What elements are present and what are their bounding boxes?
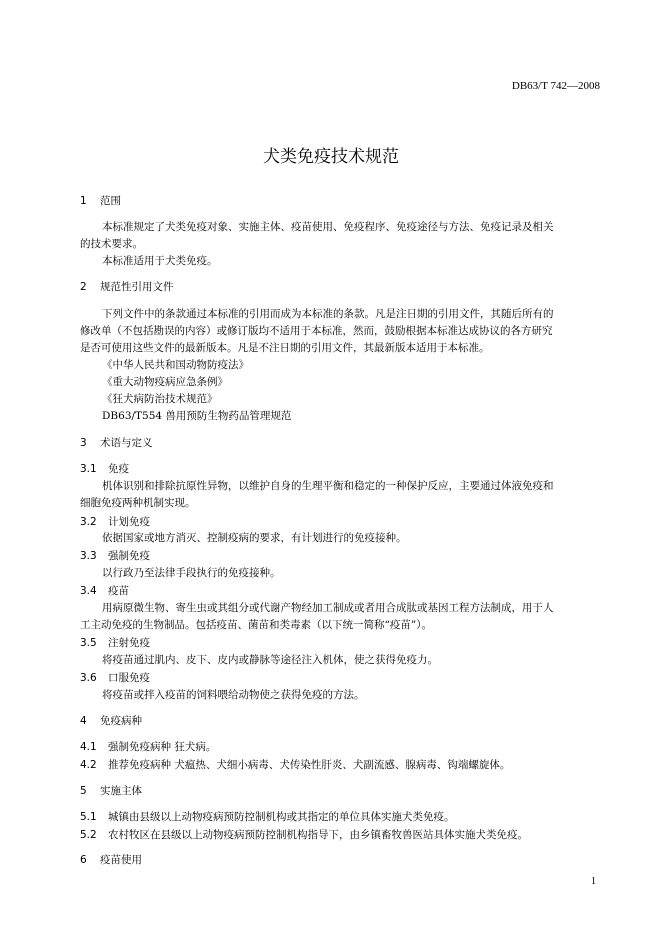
term-number: 3.1 [80,463,97,475]
section-title: 实施主体 [100,785,142,797]
paragraph: 修改单（不包括勘误的内容）或修订版均不适用于本标准，然而，鼓励根据本标准达成协议的各方研究 [80,325,553,337]
term-definition: 机体识别和排除抗原性异物，以维护自身的生理平衡和稳定的一种保护反应，主要通过体液免疫和 [102,480,554,492]
paragraph: 本标准适用于犬类免疫。 [102,255,218,267]
clause-text: 农村牧区在县级以上动物疫病预防控制机构指导下，由乡镇畜牧兽医站具体实施犬类免疫。 [108,829,528,841]
term-definition: 依据国家或地方消灭、控制疫病的要求，有计划进行的免疫接种。 [102,532,407,544]
term-heading [80,515,150,529]
clause-number: 4.2 [80,759,97,771]
section-number: 6 [80,854,87,866]
term-number: 3.4 [80,585,97,597]
clause-text: 推荐免疫病种 犬瘟热、犬细小病毒、犬传染性肝炎、犬副流感、腺病毒、钩端螺旋体。 [108,759,511,771]
clause-item [80,740,216,754]
section-number: 5 [80,785,87,797]
term-definition: 以行政乃至法律手段执行的免疫接种。 [102,567,281,579]
section-number: 3 [80,437,87,449]
term-title: 疫苗 [108,585,129,597]
section-title: 免疫病种 [100,715,142,727]
term-heading [80,636,150,650]
term-definition: 将疫苗通过肌内、皮下、皮内或静脉等途径注入机体，使之获得免疫力。 [102,654,438,666]
term-number: 3.2 [80,516,97,528]
term-number: 3.6 [80,672,97,684]
section-number: 2 [80,281,87,293]
section-4-heading [80,714,142,728]
page-number: 1 [591,876,596,887]
reference-item: 《重大动物疫病应急条例》 [102,376,228,388]
term-title: 免疫 [108,463,129,475]
reference-item: DB63/T554 兽用预防生物药品管理规范 [102,410,292,422]
section-title: 疫苗使用 [100,854,142,866]
term-title: 强制免疫 [108,550,150,562]
clause-item [80,758,510,772]
term-definition: 工主动免疫的生物制品。包括疫苗、菌苗和类毒素（以下统一简称“疫苗”）。 [80,619,432,631]
section-2-heading [80,280,174,294]
clause-number: 5.1 [80,811,97,823]
term-heading [80,584,129,598]
term-definition: 将疫苗或拌入疫苗的饲料喂给动物使之获得免疫的方法。 [102,689,365,701]
term-title: 口服免疫 [108,672,150,684]
section-title: 规范性引用文件 [100,281,174,293]
term-heading [80,671,150,685]
section-6-heading [80,853,142,867]
section-title: 术语与定义 [100,437,153,449]
clause-text: 城镇由县级以上动物疫病预防控制机构或其指定的单位具体实施犬类免疫。 [108,811,455,823]
term-definition: 细胞免疫两种机制实现。 [80,497,196,509]
clause-item [80,828,528,842]
section-5-heading [80,784,142,798]
term-heading [80,462,129,476]
term-number: 3.5 [80,637,97,649]
section-number: 4 [80,715,87,727]
term-title: 计划免疫 [108,516,150,528]
document-title: 犬类免疫技术规范 [263,147,399,167]
term-number: 3.3 [80,550,97,562]
clause-number: 4.1 [80,741,97,753]
section-number: 1 [80,195,87,207]
term-definition: 用病原微生物、寄生虫或其组分或代谢产物经加工制成或者用合成肽或基因工程方法制成，用于人 [102,602,554,614]
section-3-heading [80,436,153,450]
paragraph: 下列文件中的条款通过本标准的引用而成为本标准的条款。凡是注日期的引用文件，其随后所有的 [102,308,554,320]
section-title: 范围 [100,195,121,207]
standard-code: DB63/T 742—2008 [511,80,600,92]
paragraph: 是否可使用这些文件的最新版本。凡是不注日期的引用文件，其最新版本适用于本标准。 [80,342,490,354]
term-title: 注射免疫 [108,637,150,649]
section-1-heading [80,194,121,208]
reference-item: 《狂犬病防治技术规范》 [102,393,218,405]
clause-number: 5.2 [80,829,97,841]
paragraph: 的技术要求。 [80,238,143,250]
clause-text: 强制免疫病种 狂犬病。 [108,741,217,753]
term-heading [80,549,150,563]
clause-item [80,810,455,824]
paragraph: 本标准规定了犬类免疫对象、实施主体、疫苗使用、免疫程序、免疫途径与方法、免疫记录及相关 [102,221,554,233]
reference-item: 《中华人民共和国动物防疫法》 [102,359,249,371]
